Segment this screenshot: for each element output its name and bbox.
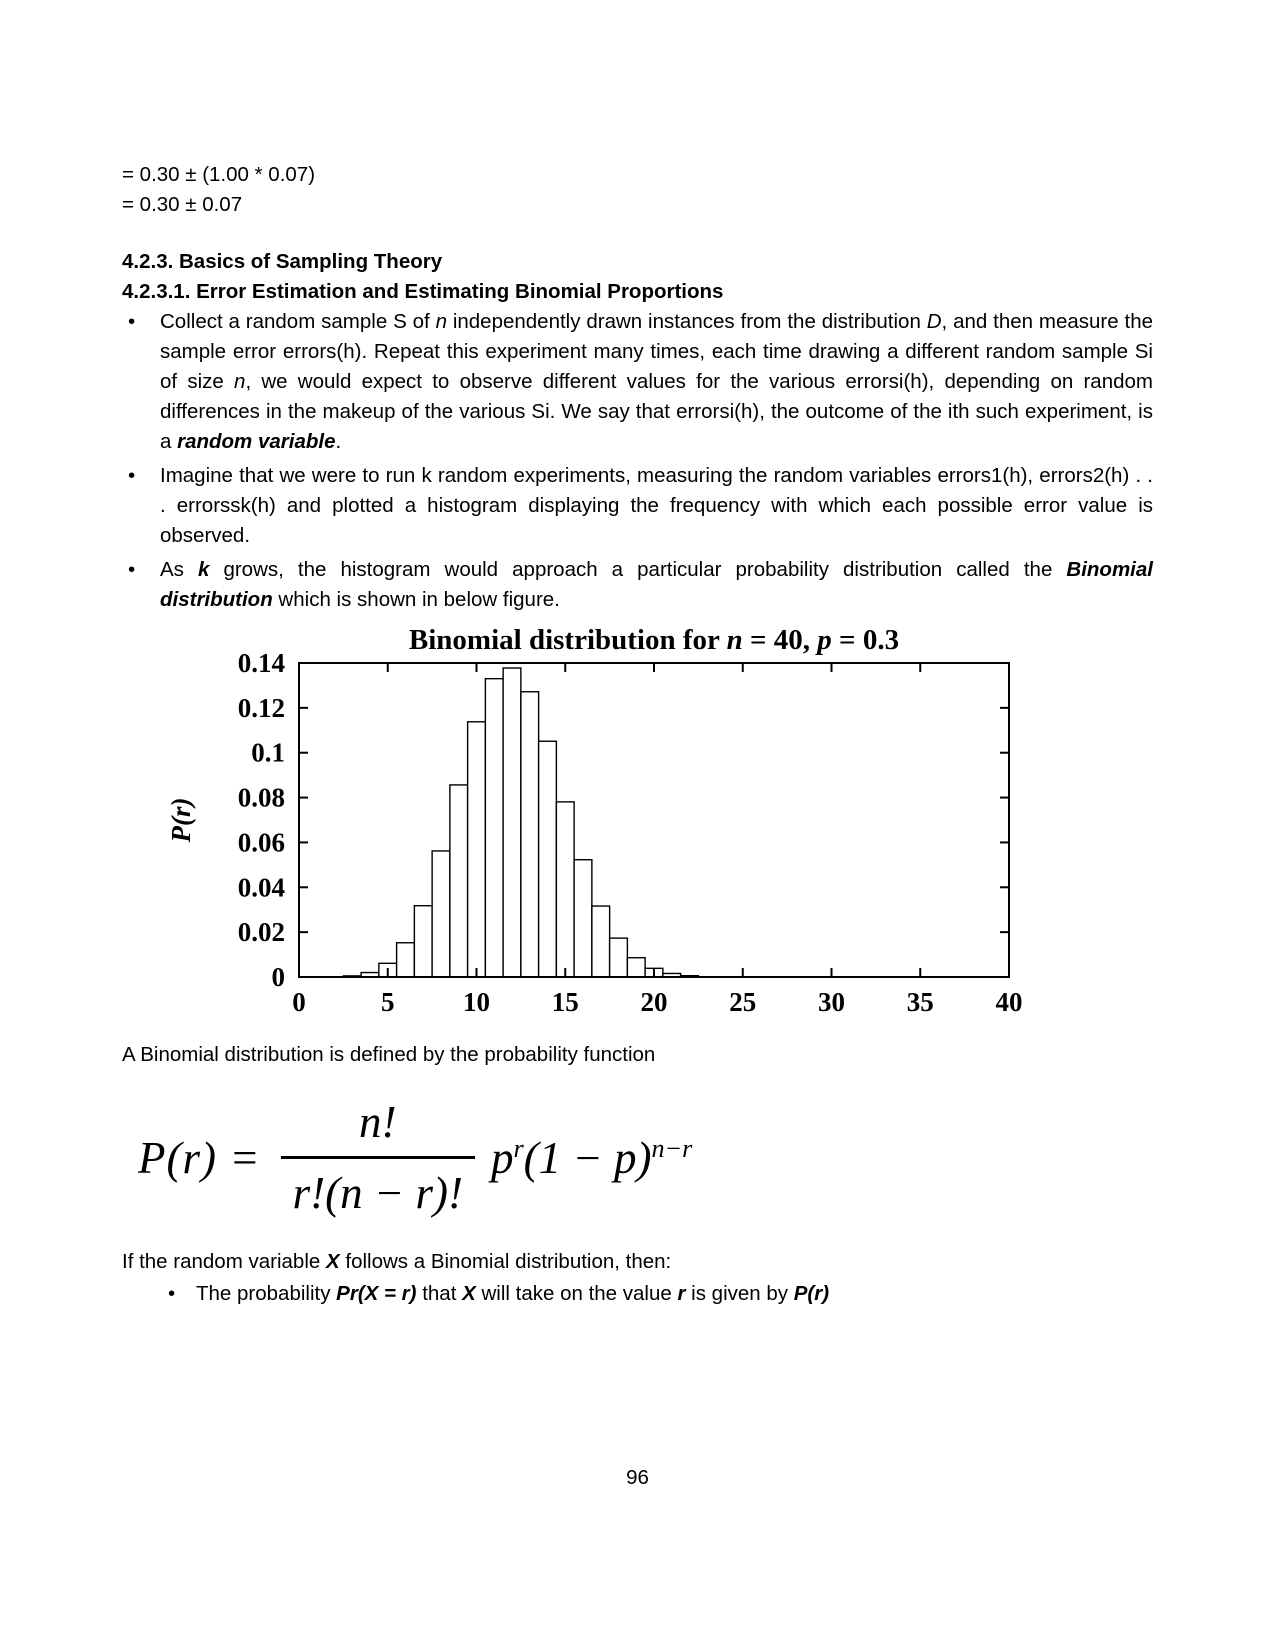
formula-p-exponent: r bbox=[513, 1133, 524, 1163]
x-tick-label: 40 bbox=[995, 987, 1023, 1017]
y-tick-label: 0.04 bbox=[237, 872, 285, 903]
section-heading: 4.2.3. Basics of Sampling Theory bbox=[122, 250, 443, 273]
text-segment: independently drawn instances from the distribution bbox=[446, 310, 927, 333]
text-segment: . bbox=[335, 430, 342, 453]
text-segment: r bbox=[677, 1282, 686, 1305]
text-segment: D bbox=[926, 310, 942, 333]
histogram-bar bbox=[539, 741, 557, 977]
chart-title: Binomial distribution for n = 40, p = 0.3 bbox=[408, 624, 900, 656]
histogram-bar bbox=[414, 906, 432, 977]
text-segment: that bbox=[416, 1282, 463, 1305]
y-tick-label: 0.08 bbox=[237, 782, 285, 813]
histogram-bar bbox=[556, 802, 574, 977]
histogram-bar bbox=[627, 958, 645, 977]
bullet-marker: • bbox=[128, 464, 136, 487]
formula-paren-exponent: n−r bbox=[651, 1133, 693, 1163]
formula-paren: (1 − p) bbox=[523, 1132, 652, 1183]
after-formula-text bbox=[122, 1247, 1153, 1277]
bullet-marker: • bbox=[128, 558, 136, 581]
y-tick-label: 0.14 bbox=[237, 648, 285, 678]
plot-border bbox=[299, 663, 1009, 977]
text-segment: The probability bbox=[196, 1282, 337, 1305]
formula-rhs bbox=[491, 1132, 692, 1184]
bullet-item-2 bbox=[122, 461, 1153, 551]
text-segment: X bbox=[462, 1282, 476, 1305]
text-segment: Pr(X = r) bbox=[336, 1282, 417, 1305]
x-tick-label: 35 bbox=[906, 987, 934, 1017]
y-tick-label: 0.12 bbox=[237, 692, 285, 723]
histogram-bar bbox=[610, 938, 628, 977]
histogram-bar bbox=[503, 668, 521, 977]
text-segment: which is shown in below figure. bbox=[272, 588, 560, 611]
x-tick-label: 25 bbox=[729, 987, 757, 1017]
text-segment: If the random variable bbox=[122, 1250, 326, 1273]
formula-numerator: n! bbox=[281, 1096, 475, 1159]
histogram-bar bbox=[432, 851, 450, 977]
bullet-item-1 bbox=[122, 307, 1153, 457]
histogram-bar bbox=[468, 722, 486, 977]
text-segment: P(r) bbox=[793, 1282, 830, 1305]
subsection-heading: 4.2.3.1. Error Estimation and Estimating Binomial Proportions bbox=[122, 280, 724, 303]
bullet-text-2 bbox=[160, 461, 1153, 551]
x-tick-label: 15 bbox=[551, 987, 579, 1017]
figure-binomial-distribution bbox=[164, 621, 1153, 1028]
bullet-list bbox=[122, 307, 1153, 615]
text-segment: n bbox=[234, 370, 246, 393]
text-segment: Binomial distribution bbox=[160, 558, 1153, 611]
histogram-bar bbox=[574, 860, 592, 977]
headings-block bbox=[122, 247, 1153, 307]
binomial-distribution-chart bbox=[164, 621, 1054, 1023]
page-number: 96 bbox=[626, 1466, 649, 1489]
x-tick-label: 20 bbox=[640, 987, 668, 1017]
y-tick-label: 0 bbox=[271, 962, 285, 992]
histogram-bar bbox=[450, 785, 468, 977]
y-tick-label: 0.02 bbox=[237, 917, 285, 948]
binomial-probability-formula bbox=[138, 1096, 1153, 1219]
sub-bullet-item bbox=[162, 1279, 1153, 1309]
bullet-item-3 bbox=[122, 555, 1153, 615]
bullet-text-3 bbox=[160, 555, 1153, 615]
x-tick-label: 10 bbox=[463, 987, 490, 1017]
text-segment: follows a Binomial distribution, then: bbox=[339, 1250, 672, 1273]
bullet-marker: • bbox=[168, 1282, 176, 1305]
text-segment: random variable bbox=[177, 430, 336, 453]
formula-lhs: P(r) = bbox=[138, 1132, 261, 1183]
figure-caption: A Binomial distribution is defined by the probability function bbox=[122, 1043, 656, 1066]
formula-fraction bbox=[281, 1096, 475, 1219]
text-segment: is given by bbox=[685, 1282, 794, 1305]
sub-bullet-text bbox=[196, 1279, 1153, 1309]
equation-line-2: = 0.30 ± 0.07 bbox=[122, 193, 243, 216]
text-segment: Collect a random sample S of bbox=[160, 310, 436, 333]
histogram-bar bbox=[397, 943, 415, 977]
histogram-bar bbox=[485, 679, 503, 977]
histogram-bar bbox=[521, 692, 539, 977]
text-segment: n bbox=[435, 310, 447, 333]
text-segment: As bbox=[160, 558, 198, 581]
text-segment: , and then measure the sample error errors(h). Repeat this experiment many times, each time drawing a different random sample Si of size bbox=[160, 310, 1153, 393]
histogram-bar bbox=[592, 906, 610, 977]
x-tick-label: 0 bbox=[292, 987, 306, 1017]
bullet-text-1 bbox=[160, 307, 1153, 457]
x-tick-label: 30 bbox=[818, 987, 845, 1017]
formula-denominator: r!(n − r)! bbox=[292, 1168, 463, 1218]
text-segment: Imagine that we were to run k random experiments, measuring the random variables errors1(h), errors2(h) . . . errorssk(h) and plotted a histogram displaying the frequency with which each possible error value is observed. bbox=[160, 464, 1153, 547]
x-tick-label: 5 bbox=[381, 987, 395, 1017]
text-segment: , we would expect to observe different values for the various errorsi(h), depending on random differences in the makeup of the various Si. We say that errorsi(h), the outcome of the ith such experiment, is a bbox=[160, 370, 1153, 453]
y-axis-title: P(r) bbox=[166, 797, 196, 843]
text-segment: will take on the value bbox=[475, 1282, 678, 1305]
y-tick-label: 0.1 bbox=[251, 737, 285, 768]
bullet-marker: • bbox=[128, 310, 136, 333]
text-segment: k bbox=[197, 558, 210, 581]
text-segment: grows, the histogram would approach a particular probability distribution called the bbox=[209, 558, 1067, 581]
equation-line-1: = 0.30 ± (1.00 * 0.07) bbox=[122, 163, 316, 186]
text-segment: X bbox=[325, 1250, 340, 1273]
y-tick-label: 0.06 bbox=[237, 827, 285, 858]
formula-p: p bbox=[490, 1132, 514, 1183]
